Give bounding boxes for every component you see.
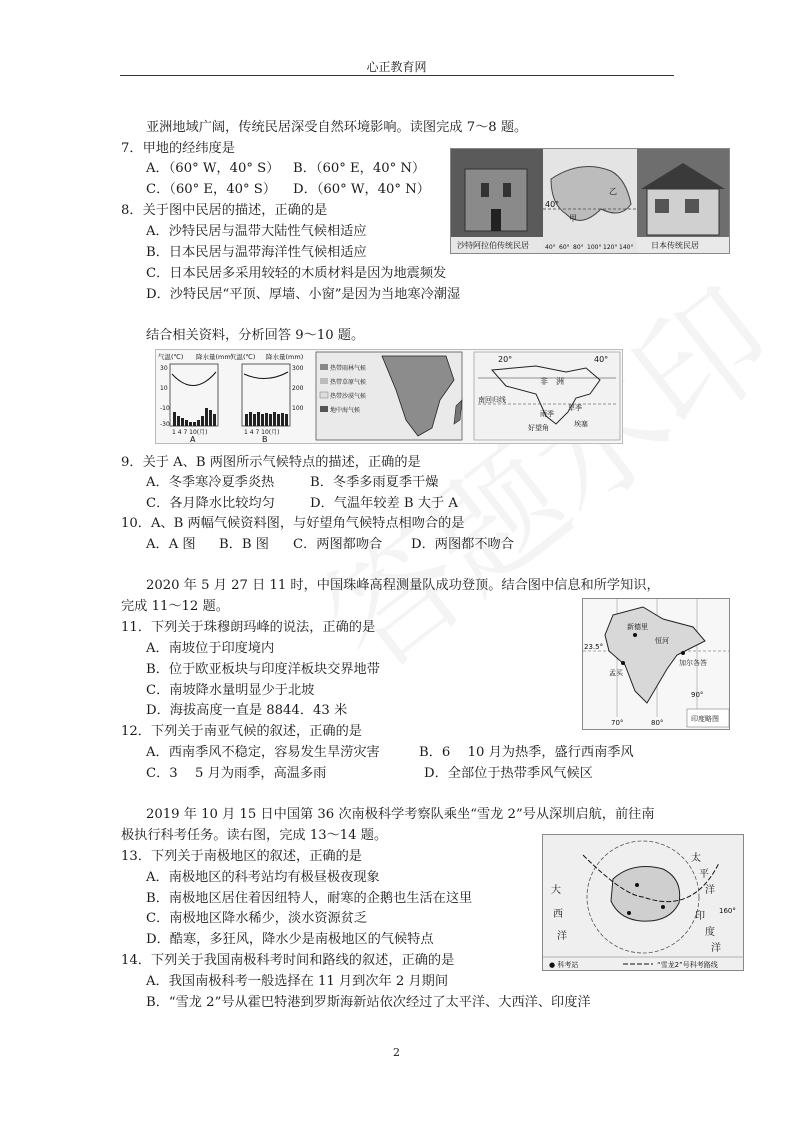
africa-word-aisai: 埃塞 <box>574 420 588 428</box>
question-7-stem: 7．甲地的经纬度是 <box>121 141 235 156</box>
ocean-char-xi: 西 <box>553 909 563 920</box>
page-number: 2 <box>393 1046 400 1059</box>
africa-word-fei: 非 <box>540 377 548 386</box>
q11-option-c: C．南坡降水量明显少于北坡 <box>146 683 315 698</box>
section-intro-7-8: 亚洲地域广阔，传统民居深受自然环境影响。读图完成 7～8 题。 <box>146 120 528 135</box>
africa-lat-20: 20° <box>498 355 513 364</box>
figure-india-map <box>582 598 730 730</box>
header-rule <box>120 75 674 76</box>
india-lon-70: 70° <box>611 719 624 727</box>
figure-antarctica-map <box>542 834 744 971</box>
antarctica-lon-160: 160° <box>719 907 736 915</box>
section-intro-9-10: 结合相关资料，分析回答 9～10 题。 <box>146 328 365 343</box>
q9-option-d: D．气温年较差 B 大于 A <box>310 496 458 511</box>
chart-a-temp-tick-7: -30 <box>160 421 170 428</box>
q7-option-d: D．（60° W，40° N） <box>293 182 430 197</box>
question-12-stem: 12．下列关于南亚气候的叙述，正确的是 <box>121 724 362 739</box>
fig1-lon-tick-6: 140° <box>619 244 634 251</box>
figure-climate-charts-africa <box>155 349 623 444</box>
fig1-left-caption: 沙特阿拉伯传统民居 <box>457 241 529 250</box>
q7-option-c: C．（60° E，40° S） <box>146 182 277 197</box>
chart-a-months: 1 4 7 10(月) <box>172 429 208 436</box>
chart-b-temp-title: 气温(℃) <box>230 353 256 361</box>
q8-option-a: A．沙特民居与温带大陆性气候相适应 <box>146 224 367 239</box>
india-lon-90: 90° <box>691 691 704 699</box>
chart-a-temp-tick-3: 10 <box>160 385 168 392</box>
q7-option-b: B．（60° E，40° N） <box>293 161 426 176</box>
question-11-stem: 11．下列关于珠穆朗玛峰的说法，正确的是 <box>121 620 376 635</box>
india-label-ganges: 恒河 <box>655 637 669 645</box>
chart-b-precip-tick-2: 200 <box>292 385 304 392</box>
africa-word-hanji: 旱季 <box>568 404 582 412</box>
legend-tropical-rainforest: 热带雨林气候 <box>330 365 367 372</box>
fig1-right-caption: 日本传统民居 <box>651 241 699 250</box>
section-intro-11-12-line2: 完成 11～12 题。 <box>121 599 229 614</box>
fig1-lon-tick-4: 100° <box>587 244 602 251</box>
question-8-stem: 8．关于图中民居的描述，正确的是 <box>121 203 328 218</box>
india-label-mumbai: 孟买 <box>609 669 623 677</box>
q9-option-b: B．冬季多雨夏季干燥 <box>310 475 439 490</box>
chart-b-precip-tick-3: 100 <box>292 405 304 412</box>
ocean-char-du: 度 <box>705 927 715 938</box>
india-label-kolkata: 加尔各答 <box>679 659 707 667</box>
question-14-stem: 14．下列关于我国南极科考时间和路线的叙述，正确的是 <box>121 953 455 968</box>
q9-option-c: C．各月降水比较均匀 <box>146 496 275 511</box>
ocean-char-da: 大 <box>551 885 561 896</box>
fig1-lon-tick-3: 80° <box>573 244 584 251</box>
india-lat-23-5: 23.5° <box>584 643 604 651</box>
chart-a-temp-tick-1: 30 <box>160 365 168 372</box>
q12-option-c: C．3 5 月为雨季，高温多雨 <box>146 766 327 781</box>
q8-option-c: C．日本民居多采用较轻的木质材料是因为地震频发 <box>146 266 447 281</box>
fig1-lon-tick-1: 40° <box>545 244 556 251</box>
q8-option-b: B．日本民居与温带海洋性气候相适应 <box>146 245 367 260</box>
q12-option-d: D．全部位于热带季风气候区 <box>424 766 593 781</box>
ocean-char-yang-3: 洋 <box>711 943 721 954</box>
q12-option-a: A．西南季风不稳定，容易发生旱涝灾害 <box>146 745 380 760</box>
q11-option-d: D．海拔高度一直是 8844．43 米 <box>146 703 348 718</box>
fig1-lon-tick-5: 120° <box>603 244 618 251</box>
india-label-new-delhi: 新德里 <box>627 623 648 631</box>
question-9-stem: 9．关于 A、B 两图所示气候特点的描述，正确的是 <box>121 455 421 470</box>
chart-a-temp-title: 气温(℃) <box>158 353 184 361</box>
question-10-stem: 10．A、B 两幅气候资料图，与好望角气候特点相吻合的是 <box>121 516 465 531</box>
legend-tropical-savanna: 热带草原气候 <box>330 379 367 386</box>
chart-b-precip-tick-1: 300 <box>292 365 304 372</box>
q10-option-a: A．A 图 <box>146 537 196 552</box>
africa-lat-40: 40° <box>594 355 609 364</box>
figure-asia-houses-map <box>450 148 730 254</box>
africa-word-yuji: 雨季 <box>540 410 554 418</box>
fig1-lon-tick-2: 60° <box>559 244 570 251</box>
q13-option-a: A．南极地区的科考站均有极昼极夜现象 <box>146 870 380 885</box>
q8-option-d: D．沙特民居“平顶、厚墙、小窗”是因为当地寒冷潮湿 <box>146 287 461 302</box>
section-intro-13-14-line1: 2019 年 10 月 15 日中国第 36 次南极科学考察队乘坐“雪龙 2”号从深圳启航，前往南 <box>146 807 655 822</box>
ocean-char-tai: 太 <box>691 853 701 864</box>
ocean-char-yin: 印 <box>695 911 705 922</box>
page-header: 心正教育网 <box>366 60 427 74</box>
africa-word-zhou: 洲 <box>556 377 564 386</box>
section-intro-13-14-line2: 极执行科考任务。读右图，完成 13～14 题。 <box>121 828 388 843</box>
q9-option-a: A．冬季寒冷夏季炎热 <box>146 475 275 490</box>
fig1-jia-label: 甲 <box>569 214 577 223</box>
legend-mediterranean: 地中海气候 <box>330 407 361 414</box>
chart-b-precip-title: 降水量(mm) <box>266 353 304 361</box>
chart-b-months: 1 4 7 10(月) <box>244 429 280 436</box>
q14-option-b: B．“雪龙 2”号从霍巴特港到罗斯海新站依次经过了太平洋、大西洋、印度洋 <box>146 995 591 1010</box>
chart-b-label: B <box>262 435 268 443</box>
ocean-char-yang-1: 洋 <box>705 885 715 896</box>
fig1-yi-label: 乙 <box>609 187 617 196</box>
q13-option-b: B．南极地区居住着因纽特人，耐寒的企鹅也生活在这里 <box>146 891 473 906</box>
q11-option-b: B．位于欧亚板块与印度洋板块交界地带 <box>146 662 380 677</box>
legend-route: “雪龙2”号科考路线 <box>657 961 718 969</box>
q14-option-a: A．我国南极科考一般选择在 11 月到次年 2 月期间 <box>146 974 449 989</box>
section-intro-11-12-line1: 2020 年 5 月 27 日 11 时，中国珠峰高程测量队成功登顶。结合图中信息和所学知识， <box>146 578 660 593</box>
ocean-char-ping: 平 <box>699 869 709 880</box>
q12-option-b: B．6 10 月为热季，盛行西南季风 <box>419 745 634 760</box>
chart-a-temp-tick-5: -10 <box>160 405 170 412</box>
q11-option-a: A．南坡位于印度境内 <box>146 641 275 656</box>
ocean-char-yang-2: 洋 <box>557 931 567 942</box>
q10-option-d: D．两图都不吻合 <box>411 537 514 552</box>
chart-a-precip-title: 降水量(mm) <box>196 353 234 361</box>
india-map-caption: 印度略图 <box>691 715 719 723</box>
chart-a-label: A <box>190 435 196 443</box>
south-tropic-label: 南回归线 <box>478 396 506 404</box>
legend-tropical-desert: 热带沙漠气候 <box>330 393 367 400</box>
india-lon-80: 80° <box>651 719 664 727</box>
q7-option-a: A．（60° W，40° S） <box>146 161 280 176</box>
question-13-stem: 13．下列关于南极地区的叙述，正确的是 <box>121 849 362 864</box>
africa-word-haowangjiao: 好望角 <box>528 424 549 432</box>
q13-option-d: D．酷寒，多狂风，降水少是南极地区的气候特点 <box>146 932 434 947</box>
q13-option-c: C．南极地区降水稀少，淡水资源贫乏 <box>146 911 368 926</box>
q10-option-c: C．两图都吻合 <box>293 537 383 552</box>
fig1-lat-label: 40° <box>545 200 560 209</box>
q10-option-b: B．B 图 <box>219 537 269 552</box>
legend-station: ● 科考站 <box>549 961 579 969</box>
